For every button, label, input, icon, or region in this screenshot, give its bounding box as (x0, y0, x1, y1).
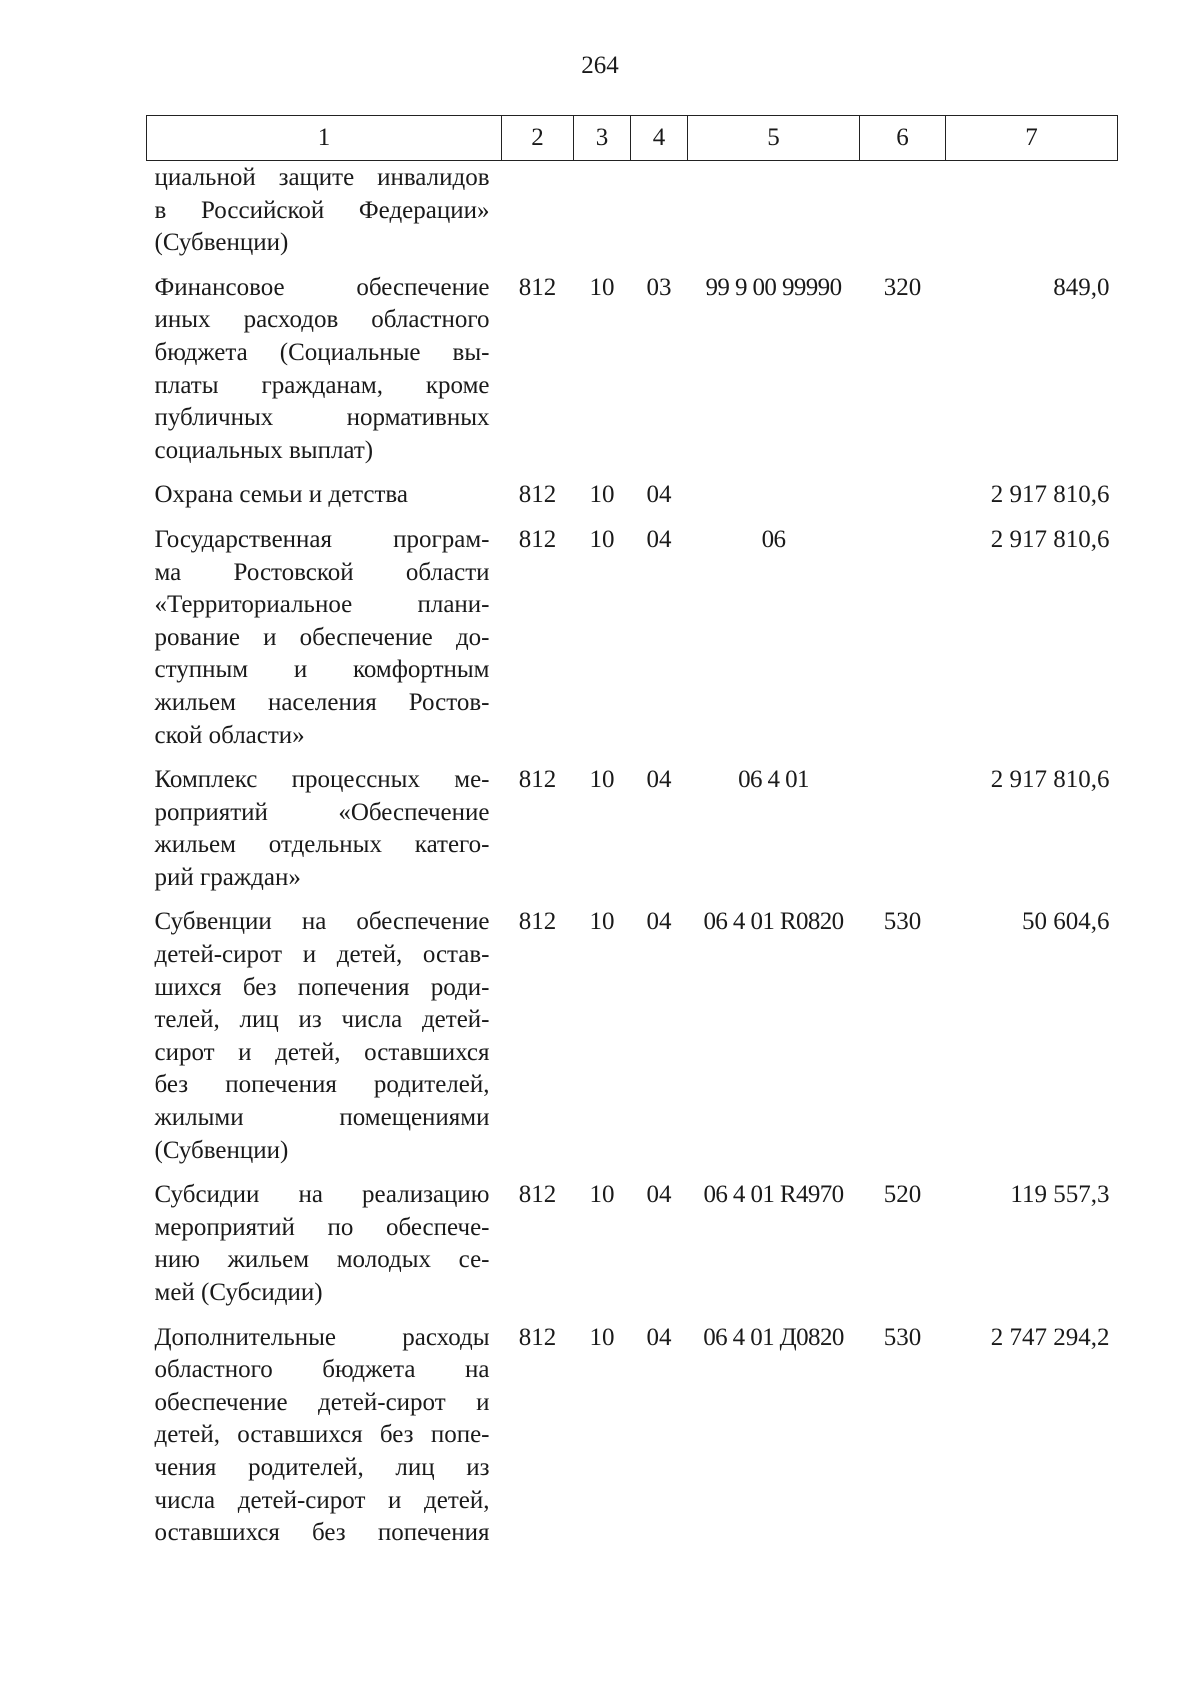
row-target-article: 99 9 00 99990 (705, 273, 842, 301)
row-expense-type: 530 (883, 908, 922, 936)
row-subsection: 04 (646, 908, 672, 936)
row-description (147, 479, 502, 524)
description-line: Субвенции на обеспечение (154, 908, 490, 936)
row-section: 10 (589, 1323, 615, 1351)
description-line: бюджета (Социальные вы- (154, 338, 490, 366)
description-line: Субсидии на реализацию (154, 1181, 490, 1209)
table-row (147, 1179, 1118, 1321)
row-admin-code: 812 (518, 1323, 557, 1351)
row-amount: 50 604,6 (1022, 908, 1110, 936)
table-row (147, 1322, 1118, 1562)
header-col-5: 5 (688, 116, 860, 161)
row-amount (946, 161, 1118, 272)
row-target-article: 06 4 01 Д0820 (703, 1323, 844, 1351)
description-line: сирот и детей, оставшихся (154, 1038, 490, 1066)
row-admin-code: 812 (518, 1181, 557, 1209)
description-line: областного бюджета на (154, 1356, 490, 1384)
row-subsection: 04 (646, 1323, 672, 1351)
description-line: жильем населения Ростов- (154, 688, 490, 716)
row-admin-code: 812 (518, 525, 557, 553)
row-subsection (631, 161, 688, 272)
row-amount: 2 917 810,6 (990, 766, 1110, 794)
row-expense-type (860, 524, 946, 764)
description-line: Финансовое обеспечение (154, 273, 490, 301)
row-description (147, 1322, 502, 1562)
description-line: шихся без попечения роди- (154, 973, 490, 1001)
description-line: оставшихся без попечения (154, 1519, 490, 1547)
description-line: нию жильем молодых се- (154, 1246, 490, 1274)
description-line: ступным и комфортным (154, 656, 490, 684)
description-line: ма Ростовской области (154, 558, 490, 586)
row-admin-code: 812 (518, 481, 557, 509)
row-admin-code: 812 (518, 766, 557, 794)
row-section (574, 161, 631, 272)
row-target-article (688, 479, 860, 524)
row-expense-type (860, 161, 946, 272)
row-subsection: 04 (646, 766, 672, 794)
header-col-7: 7 (946, 116, 1118, 161)
description-line: числа детей-сирот и детей, (154, 1486, 490, 1514)
header-col-3: 3 (574, 116, 631, 161)
description-line: мероприятий по обеспече- (154, 1213, 490, 1241)
description-line: (Субвенции) (154, 229, 289, 257)
description-line: платы гражданам, кроме (154, 371, 490, 399)
table-row (147, 479, 1118, 524)
table-row (147, 161, 1118, 272)
row-amount: 849,0 (1053, 273, 1110, 301)
row-admin-code: 812 (518, 908, 557, 936)
row-amount: 2 747 294,2 (990, 1323, 1110, 1351)
row-subsection: 04 (646, 481, 672, 509)
table-row (147, 906, 1118, 1179)
header-col-1: 1 (147, 116, 502, 161)
header-col-2: 2 (502, 116, 574, 161)
row-expense-type (860, 764, 946, 906)
description-line: ской области» (154, 721, 305, 749)
description-line: мей (Субсидии) (154, 1279, 323, 1306)
row-description (147, 764, 502, 906)
row-description (147, 1179, 502, 1321)
description-line: обеспечение детей-сирот и (154, 1388, 490, 1416)
description-line: рование и обеспечение до- (154, 623, 490, 651)
row-description (147, 161, 502, 272)
row-expense-type: 320 (883, 273, 922, 301)
table-body (147, 161, 1118, 1562)
table-row (147, 764, 1118, 906)
row-amount: 119 557,3 (1010, 1181, 1110, 1209)
description-line: жильем отдельных катего- (154, 831, 490, 859)
description-line: социальных выплат) (154, 436, 374, 464)
description-line: детей, оставшихся без попе- (154, 1421, 490, 1449)
row-section: 10 (589, 1181, 615, 1209)
description-line: детей-сирот и детей, остав- (154, 941, 490, 969)
row-section: 10 (589, 525, 615, 553)
description-line: циальной защите инвалидов (154, 164, 490, 191)
description-line: Охрана семьи и детства (154, 481, 408, 509)
row-target-article: 06 4 01 (738, 766, 809, 794)
row-description (147, 524, 502, 764)
description-line: Комплекс процессных ме- (154, 766, 490, 794)
row-expense-type: 530 (883, 1323, 922, 1351)
description-line: чения родителей, лиц из (154, 1453, 490, 1481)
row-description (147, 272, 502, 480)
row-subsection: 04 (646, 525, 672, 553)
row-description (147, 906, 502, 1179)
row-admin-code: 812 (518, 273, 557, 301)
description-line: роприятий «Обеспечение (154, 798, 490, 826)
row-subsection: 03 (646, 273, 672, 301)
row-expense-type (860, 479, 946, 524)
description-line: без попечения родителей, (154, 1071, 490, 1099)
header-row (147, 116, 1118, 161)
row-section: 10 (589, 908, 615, 936)
table-row (147, 524, 1118, 764)
row-section: 10 (589, 766, 615, 794)
description-line: иных расходов областного (154, 306, 490, 334)
row-admin-code (502, 161, 574, 272)
description-line: (Субвенции) (154, 1136, 289, 1164)
description-line: рий граждан» (154, 863, 301, 891)
description-line: «Территориальное плани- (154, 591, 490, 619)
row-target-article: 06 4 01 R4970 (703, 1181, 844, 1209)
table-row (147, 272, 1118, 480)
row-section: 10 (589, 481, 615, 509)
row-amount: 2 917 810,6 (990, 481, 1110, 509)
row-target-article: 06 4 01 R0820 (703, 908, 844, 936)
row-target-article (688, 161, 860, 272)
row-expense-type: 520 (883, 1181, 922, 1209)
page-number: 264 (581, 52, 619, 79)
row-amount: 2 917 810,6 (990, 525, 1110, 553)
description-line: жилыми помещениями (154, 1104, 490, 1132)
description-line: телей, лиц из числа детей- (154, 1006, 490, 1034)
description-line: Дополнительные расходы (154, 1323, 490, 1351)
row-subsection: 04 (646, 1181, 672, 1209)
row-section: 10 (589, 273, 615, 301)
description-line: в Российской Федерации» (154, 196, 490, 224)
description-line: Государственная програм- (154, 525, 490, 553)
description-line: публичных нормативных (154, 404, 490, 432)
header-col-6: 6 (860, 116, 946, 161)
header-col-4: 4 (631, 116, 688, 161)
row-target-article: 06 (761, 525, 786, 553)
budget-table (146, 115, 1118, 1562)
